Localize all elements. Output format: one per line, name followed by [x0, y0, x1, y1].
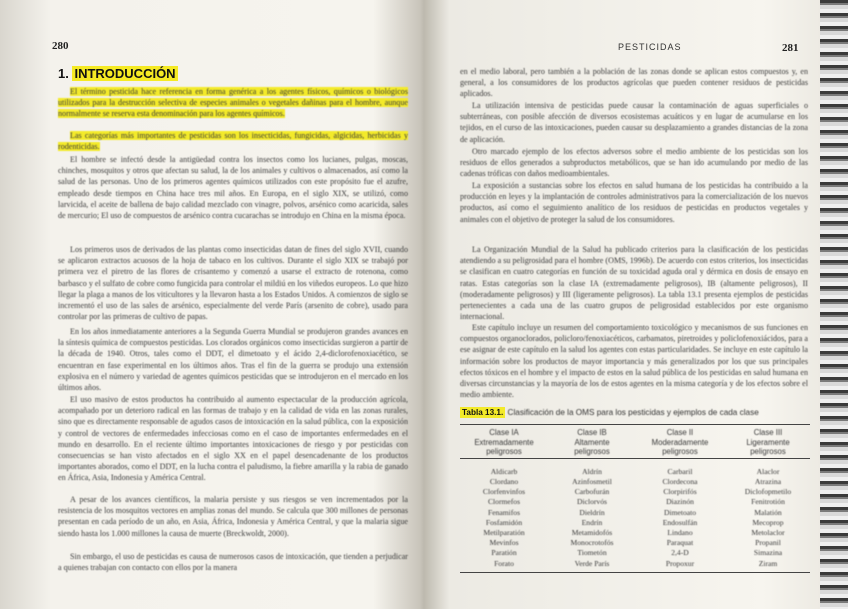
table-bottom-rule	[460, 572, 810, 573]
table-cell: Clorpirifós	[663, 487, 697, 497]
paragraph-8: Sin embargo, el uso de pesticidas es causa de numerosos casos de intoxicación, que tienden a perjudicar a quienes trabajan con contacto con ellos por la manera	[58, 552, 408, 573]
table-cell: Clorfenvinfos	[482, 487, 526, 497]
section-number: 1.	[58, 66, 69, 81]
table-cell: Propoxur	[665, 558, 695, 568]
table-cell: Simazina	[753, 548, 783, 558]
paragraph-right-3: Otro marcado ejemplo de los efectos adversos sobre el medio ambiente de los pesticidas son los residuos de ellos generados a subproductos metabólicos, que se han ido acumulando por medio de las cadenas tróficas con daños medioambientales.	[460, 147, 808, 179]
table-caption	[460, 408, 759, 417]
table-cell: Clormefos	[487, 497, 521, 507]
paragraph-right-4: La exposición a sustancias sobre los efectos en salud humana de los pesticidas ha contribuido a la producción en leyes y la implantación de controles administrativos para la comercialización de los nuevos productos, así como el seguimiento analítico de los residuos de pesticidas en productos vegetales y animales con el objetivo de proteger la salud de los consumidores.	[460, 181, 808, 224]
table-cell: Forato	[494, 558, 514, 568]
table-cell: Endrín	[581, 517, 603, 527]
table-column-class-ib	[548, 428, 636, 569]
table-cell: Clordecona	[662, 476, 698, 486]
column-header: Clase IA Extremadamente peligrosos	[474, 428, 534, 457]
table-cell: Mecoprop	[752, 517, 784, 527]
paragraph-5: En los años inmediatamente anteriores a la Segunda Guerra Mundial se produjeron grandes avances en la síntesis química de compuestos pesticidas. Los clorados orgánicos como insecticidas surgieron a partir de la década de 1940. Otros, tales como el DDT, el dimetoato y el ácido 2,4-diclorofenoxiacético, se encuentran en fase experimental en los últimos años. Tras el fin de la guerra se produjo una extensión explosiva en el número y variedad de agentes químicos pesticidas que se introdujeron en el mercado en los últimos años.	[58, 327, 408, 393]
paragraph-right-5: La Organización Mundial de la Salud ha publicado criterios para la clasificación de los pesticidas atendiendo a su peligrosidad para el hombre (OMS, 1996b). De acuerdo con estos criterios, los insecticidas se clasifican en cuatro categorías en función de su toxicidad aguda oral y dérmica en dosis de ensayo en ratas. Estas categorías son la clase IA (extremadamente peligrosos), IB (altamente peligrosos), II (moderadamente peligrosos) y III (ligeramente peligrosos). La tabla 13.1 presenta ejemplos de pesticidas pertenecientes a cada una de las cuatro grupos de peligrosidad establecidos por este organismo internacional.	[460, 245, 808, 322]
table-cell: Mevinfos	[489, 538, 519, 548]
table-cell: Lindano	[667, 528, 693, 537]
table-cell: Verde París	[574, 558, 610, 568]
table-label: Tabla 13.1.	[462, 408, 504, 417]
paragraph-3: El hombre se infectó desde la antigüedad contra los insectos como los lucianes, pulgas, moscas, chinches, mosquitos y otros que afectan su salud, la de los animales y cultivos o almacenados, así como la salud de las personas. Uno de los primeros agentes químicos utilizados con este propósito fue el azufre, empleado desde tiempos en China hace tres mil años. En Europa, en el siglo XIX, se utilizó, como larvicida, el aceite de ballena de bajo calidad mezclado con vinagre, polvos, arsénico como acaricida, sales de mercurio; El uso de compuestos de arsénico contra cucarachas se introdujo en China en la misma época.	[58, 155, 408, 221]
table-cell: Dimetoato	[663, 507, 697, 517]
column-header: Clase II Moderadamente peligrosos	[651, 428, 709, 457]
table-caption-text: Clasificación de la OMS para los pesticidas y ejemplos de cada clase	[507, 408, 759, 417]
table-cell: Aldicarb	[490, 466, 518, 476]
paragraph-7: A pesar de los avances científicos, la malaria persiste y sus riesgos se ven incrementados por la resistencia de los mosquitos vectores en amplias zonas del mundo. Se calcula que 300 millones de personas presentan en cada período de un año, en Asia, África, Indonesia y América Central, y que la malaria sigue siendo hasta los 1.000 millones la causa de muerte (Breckwoldt, 2000).	[58, 495, 408, 538]
table-column-class-iii	[724, 428, 812, 569]
paragraph-highlighted-2	[58, 130, 408, 152]
spiral-binding	[820, 0, 848, 609]
paragraph-text: Las categorías más importantes de pesticidas son los insecticidas, fungicidas, algicidas, herbicidas y rodenticidas.	[58, 131, 408, 152]
table-top-rule	[460, 424, 810, 425]
table-cell: Carbaril	[667, 466, 693, 476]
table-column-class-ii	[636, 428, 724, 569]
paragraph-right-2: La utilización intensiva de pesticidas puede causar la contaminación de aguas superficiales o subterráneas, con posible afección de diversos ecosistemas acuáticos y en lugar de acumularse en los tejidos, en el curso de las intoxicaciones, pueden causar su desplazamiento a grandes distancias de la zona de aplicación.	[460, 101, 808, 144]
table-cell: Diclofopmetilo	[744, 487, 792, 497]
table-cell: Ziram	[758, 558, 778, 568]
table-cell: 2,4-D	[671, 548, 689, 558]
table-cell: Paratión	[491, 548, 517, 558]
page-number-left: 280	[52, 40, 69, 52]
paragraph-6: El uso masivo de estos productos ha contribuido al aumento espectacular de la producción agrícola, acompañado por un deterioro radical en las formas de trabajo y en la calidad de vida en las zonas rurales, sino que es directamente responsable de agudos casos de intoxicación en la salud pública, con la exposición y control de vectores de enfermedades infecciosas como en el caso de importantes enfermedades en el mundo en desarrollo. En el reciente último importantes intoxicaciones de riesgo y por pesticidas con consecuencias se han visto afectados en el siglo XX en el papel desencadenante de los productos importantes aborados, como el DDT, en la lucha contra el paludismo, la fiebre amarilla y la rabia de ganado en África, Asia, Indonesia y América Central.	[58, 395, 408, 483]
table-cell: Paraquat	[666, 538, 694, 548]
paragraph-highlighted-1	[58, 86, 408, 120]
table-cell: Fenitrotión	[751, 497, 785, 507]
page-number-right: 281	[782, 42, 799, 54]
table-cell: Diazinón	[666, 497, 694, 507]
paragraph-4: Los primeros usos de derivados de las plantas como insecticidas datan de fines del siglo XVII, cuando se aplicaron extractos acuosos de la hoja de tabaco en los cultivos. Durante el siglo XIX se trabajó por primera vez el piretro de las flores de crisantemo y comenzó a usarse el extracto de rotenona, como barbasco y el sulfato de cobre como fungicida para controlar el mildiú en los viñedos europeos. Lo que hizo llegar la plaga a manos de los viticultores y la llevaron hasta a los Estados Unidos. A comienzos de siglo se incrementó el uso de las sales de arsénico, especialmente del verde París (arsenito de cobre), usado para controlar por las primeras de cultivo de papas.	[58, 245, 408, 322]
section-heading	[58, 66, 178, 81]
table-cell: Carbofurán	[574, 487, 610, 497]
table-cell: Aldrín	[582, 466, 602, 476]
column-header: Clase IB Altamente peligrosos	[574, 428, 610, 457]
table-cell: Dieldrín	[579, 507, 605, 517]
table-cell: Metamidofós	[571, 528, 613, 537]
right-page	[430, 0, 820, 609]
paragraph-text: El término pesticida hace referencia en forma genérica a los agentes físicos, químicos o biológicos utilizados para la destrucción selectiva de especies animales o vegetales dañinas para el hombre, aunque normalmente se reserva esta denominación para los agentes químicos.	[58, 87, 408, 119]
running-head: PESTICIDAS	[618, 42, 682, 52]
table-cell: Azinfosmetil	[572, 476, 612, 486]
paragraph-right-6: Este capítulo incluye un resumen del comportamiento toxicológico y mecanismos de sus funciones en compuestos organoclorados, policloro/fenoxiacéticos, carbamatos, piretroides y policlofenoxiácidos, para a ese asignar de este capítulo en la salud los agentes con estas particularidades. Se incluye en este capítulo la información sobre los productos de mayor importancia y más generalizados por los que sus principales efectos tóxicos en el hombre y el impacto de estos en la salud pública de los pesticidas en salud humana en diversas circunstancias y la mayoría de los de estos agentes en la misma categoría y de los efectos sobre el medio ambiente.	[460, 323, 808, 400]
table-cell: Clordano	[489, 476, 519, 486]
table-column-class-ia	[460, 428, 548, 569]
table-cell: Propanil	[755, 538, 781, 548]
table-cell: Endosulfán	[662, 517, 698, 527]
table-cell: Metolaclor	[751, 528, 785, 537]
table-cell: Malatión	[754, 507, 782, 517]
left-page	[0, 0, 418, 609]
paragraph-right-1: en el medio laboral, pero también a la población de las zonas donde se aplican estos compuestos y, en general, a los consumidores de los productos agrícolas que pueden contener residuos de pesticidas aplicados.	[460, 67, 808, 99]
table-cell: Fenamifos	[487, 507, 521, 517]
table-cell: Atrazina	[754, 476, 782, 486]
section-title: INTRODUCCIÓN	[74, 66, 176, 81]
table-cell: Metilparatión	[483, 528, 525, 537]
table-cell: Alaclor	[756, 466, 780, 476]
table-cell: Monocrotofós	[570, 538, 614, 548]
table-cell: Diclorvós	[577, 497, 607, 507]
column-header: Clase III Ligeramente peligrosos	[746, 428, 790, 457]
table-cell: Fosfamidón	[485, 517, 523, 527]
table-cell: Tiometón	[577, 548, 607, 558]
